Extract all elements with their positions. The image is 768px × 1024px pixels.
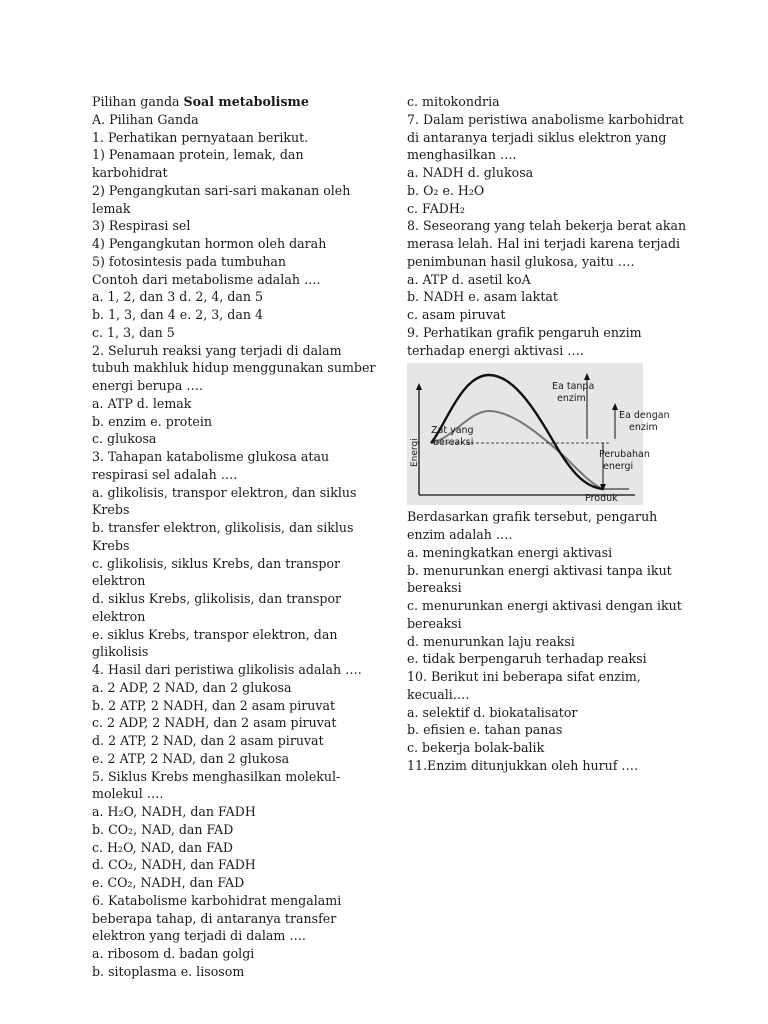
left-text-line: Krebs (92, 537, 130, 553)
right-text-bottom-line: e. tidak berpengaruh terhadap reaksi (407, 651, 647, 667)
title-bold: Soal metabolisme (183, 94, 309, 109)
left-text-line: energi berupa …. (92, 378, 203, 393)
left-text-line: c. H₂O, NAD, dan FAD (92, 839, 233, 855)
right-text-bottom-line: 11.Enzim ditunjukkan oleh huruf …. (407, 757, 639, 773)
right-text-block-bottom (407, 508, 707, 774)
left-text-line: a. ribosom d. badan golgi (92, 946, 255, 961)
left-text-line: d. CO₂, NADH, dan FADH (92, 857, 256, 873)
left-text-line: beberapa tahap, di antaranya transfer (92, 910, 337, 926)
left-text-line: a. glikolisis, transpor elektron, dan siklus (92, 484, 357, 500)
left-text-line: 3) Respirasi sel (92, 218, 191, 234)
label-bereaksi: bereaksi (433, 437, 474, 449)
left-text-line: 6. Katabolisme karbohidrat mengalami (92, 892, 342, 908)
left-column (92, 93, 392, 981)
left-text-line: a. H₂O, NADH, dan FADH (92, 804, 256, 819)
right-text-bottom-line: b. menurunkan energi aktivasi tanpa ikut (407, 562, 672, 578)
document-title (92, 93, 392, 111)
right-text-bottom-line: c. menurunkan energi aktivasi dengan ikut (407, 598, 682, 613)
right-text-top-line: c. FADH₂ (407, 200, 465, 216)
left-text-line: respirasi sel adalah …. (92, 466, 238, 482)
left-text-line: 3. Tahapan katabolisme glukosa atau (92, 449, 330, 464)
left-text-line: a. 1, 2, dan 3 d. 2, 4, dan 5 (92, 289, 264, 305)
left-text-line: 5) fotosintesis pada tumbuhan (92, 253, 287, 269)
left-text-line: c. 2 ADP, 2 NADH, dan 2 asam piruvat (92, 715, 337, 731)
left-text-line: Krebs (92, 502, 130, 518)
left-text-line: b. sitoplasma e. lisosom (92, 963, 245, 979)
right-text-top-line: menghasilkan …. (407, 147, 517, 163)
label-ea-dengan: Ea dengan (619, 410, 670, 422)
right-text-bottom-line: d. menurunkan laju reaksi (407, 633, 575, 649)
left-text-line: 1) Penamaan protein, lemak, dan (92, 147, 304, 163)
right-text-top-line: b. NADH e. asam laktat (407, 289, 558, 305)
left-text-line: e. siklus Krebs, transpor elektron, dan (92, 626, 338, 642)
left-text-line: Contoh dari metabolisme adalah …. (92, 271, 321, 287)
right-text-block-top (407, 93, 707, 359)
right-text-top-line: terhadap energi aktivasi …. (407, 342, 584, 358)
right-text-bottom-line: enzim adalah …. (407, 527, 513, 542)
left-text-line: 4) Pengangkutan hormon oleh darah (92, 236, 327, 251)
left-text-line: c. glukosa (92, 431, 157, 447)
left-text-line: b. 2 ATP, 2 NADH, dan 2 asam piruvat (92, 697, 336, 713)
right-text-top-line: 7. Dalam peristiwa anabolisme karbohidrat (407, 111, 684, 127)
left-text-line: elektron (92, 608, 146, 624)
left-text-line: b. 1, 3, dan 4 e. 2, 3, dan 4 (92, 307, 263, 322)
right-text-bottom-line: a. selektif d. biokatalisator (407, 704, 578, 720)
right-text-bottom-line: c. bekerja bolak-balik (407, 740, 545, 755)
left-text-line: e. 2 ATP, 2 NAD, dan 2 glukosa (92, 750, 290, 766)
right-text-top-line: a. ATP d. asetil koA (407, 271, 531, 287)
right-text-top-line: c. asam piruvat (407, 307, 506, 322)
right-column (407, 93, 707, 775)
left-text-line: d. siklus Krebs, glikolisis, dan transpor (92, 591, 342, 606)
left-text-line: elektron yang terjadi di dalam …. (92, 928, 306, 944)
label-produk: Produk (585, 493, 618, 505)
left-text-line: c. glikolisis, siklus Krebs, dan transpor (92, 555, 341, 571)
label-ea-tanpa-enzim: enzim (557, 393, 586, 405)
graph-y-label: Energi (410, 438, 420, 468)
left-text-line: 2. Seluruh reaksi yang terjadi di dalam (92, 342, 342, 358)
right-text-bottom-line: bereaksi (407, 580, 462, 596)
left-text-line: a. 2 ADP, 2 NAD, dan 2 glukosa (92, 679, 292, 695)
left-text-line: glikolisis (92, 644, 149, 660)
enzyme-activation-energy-graph (407, 363, 670, 505)
label-perubahan: Perubahan (599, 449, 650, 461)
right-text-bottom-line: 10. Berikut ini beberapa sifat enzim, (407, 669, 641, 684)
right-text-bottom-line: Berdasarkan grafik tersebut, pengaruh (407, 509, 658, 525)
left-text-line: e. CO₂, NADH, dan FAD (92, 875, 245, 890)
label-energi: energi (603, 461, 634, 473)
left-text-line: b. enzim e. protein (92, 413, 213, 429)
right-text-top-line: di antaranya terjadi siklus elektron yang (407, 129, 667, 145)
left-text-line: a. ATP d. lemak (92, 395, 192, 411)
left-text-line: 1. Perhatikan pernyataan berikut. (92, 129, 309, 145)
left-text-block (92, 111, 392, 981)
right-text-top-line: 8. Seseorang yang telah bekerja berat akan (407, 218, 687, 234)
right-text-bottom-line: a. meningkatkan energi aktivasi (407, 544, 613, 560)
label-ea-tanpa: Ea tanpa (552, 381, 595, 393)
left-text-line: karbohidrat (92, 165, 168, 180)
left-text-line: tubuh makhluk hidup menggunakan sumber (92, 360, 376, 376)
left-text-line: lemak (92, 200, 131, 216)
left-text-line: b. transfer elektron, glikolisis, dan siklus (92, 520, 354, 535)
left-text-line: d. 2 ATP, 2 NAD, dan 2 asam piruvat (92, 733, 324, 748)
left-text-line: A. Pilihan Ganda (92, 111, 199, 127)
title-prefix: Pilihan ganda (92, 94, 184, 109)
right-text-top-line: merasa lelah. Hal ini terjadi karena terjadi (407, 236, 681, 251)
right-text-bottom-line: bereaksi (407, 615, 462, 631)
left-text-line: molekul …. (92, 786, 164, 802)
left-text-line: b. CO₂, NAD, dan FAD (92, 821, 234, 837)
right-text-bottom-line: b. efisien e. tahan panas (407, 722, 563, 738)
right-text-top-line: a. NADH d. glukosa (407, 165, 534, 180)
left-text-line: c. 1, 3, dan 5 (92, 324, 175, 340)
left-text-line: elektron (92, 573, 146, 589)
left-text-line: 5. Siklus Krebs menghasilkan molekul- (92, 768, 341, 784)
label-ea-dengan-enzim: enzim (629, 422, 658, 434)
left-text-line: 2) Pengangkutan sari-sari makanan oleh (92, 182, 351, 198)
right-text-top-line: b. O₂ e. H₂O (407, 182, 485, 198)
right-text-bottom-line: kecuali…. (407, 686, 470, 702)
right-text-top-line: 9. Perhatikan grafik pengaruh enzim (407, 324, 642, 340)
right-text-top-line: penimbunan hasil glukosa, yaitu …. (407, 253, 635, 269)
label-zat-yang: Zat yang (431, 425, 474, 437)
left-text-line: 4. Hasil dari peristiwa glikolisis adalah …. (92, 662, 362, 677)
right-text-top-line: c. mitokondria (407, 94, 500, 109)
